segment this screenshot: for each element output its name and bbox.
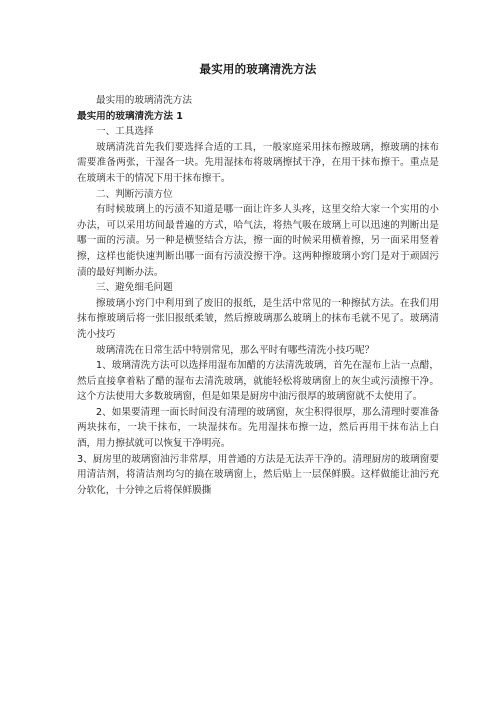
paragraph: 玻璃清洗首先我们要选择合适的工具，一般家庭采用抹布擦玻璃，擦玻璃的抹布需要准备两张，干湿各一块。先用湿抹布将玻璃擦拭干净，在用干抹布擦干。重点是在玻璃未干的情况下用干抹布擦干。 [77,141,439,184]
paragraph: 二、判断污渍方位 [96,188,173,200]
paragraph: 三、避免细毛问题 [96,282,173,294]
paragraph: 一、工具选择 [96,126,154,138]
paragraph: 1、玻璃清洗方法可以选择用湿布加醋的方法清洗玻璃，首先在湿布上沾一点醋，然后直接拿着粘了醋的湿布去清洗玻璃，就能轻松将玻璃窗上的灰尘或污渍擦干净。这个方法使用大多数玻璃窗，但是如果是厨房中油污很厚的玻璃窗就不太使用了。 [77,360,439,403]
section-heading: 最实用的玻璃清洗方法 1 [77,110,183,122]
paragraph: 擦玻璃小窍门中利用到了废旧的报纸，是生活中常见的一种擦拭方法。在我们用抹布擦玻璃后将一张旧报纸柔皱，然后擦玻璃那么玻璃上的抹布毛就不见了。玻璃清洗小技巧 [77,297,439,340]
paragraph: 2、如果要清理一面长时间没有清理的玻璃窗，灰尘积得很厚，那么清理时要准备两块抹布，一块干抹布，一块湿抹布。先用湿抹布擦一边，然后再用干抹布沾上白酒，用力擦拭就可以恢复干净明亮。 [77,406,439,450]
paragraph: 玻璃清洗在日常生活中特别常见，那么平时有哪些清洗小技巧呢？ [96,344,375,356]
paragraph: 最实用的玻璃清洗方法 [96,95,192,106]
document-body [77,93,439,498]
paragraph: 3、厨房里的玻璃窗油污非常厚，用普通的方法是无法弄干净的。清理厨房的玻璃窗要用清洁剂，将清洁剂均匀的搞在玻璃窗上，然后贴上一层保鲜膜。这样做能让油污充分软化，十分钟之后将保鲜膜撕 [77,453,439,496]
paragraph: 有时候玻璃上的污渍不知道是哪一面让许多人头疼，这里交给大家一个实用的小办法，可以采用坊间最普遍的方式，哈气法，将热气吸在玻璃上可以迅速的判断出是哪一面的污渍。另一种是横竖结合方法，擦一面的时候采用横着擦，另一面采用竖着擦，这样也能快速判断出哪一面有污渍没擦干净。这两种擦玻璃小窍门是对于顽固污渍的最好判断办法。 [77,204,439,278]
document-title: 最实用的玻璃清洗方法 [199,62,317,76]
